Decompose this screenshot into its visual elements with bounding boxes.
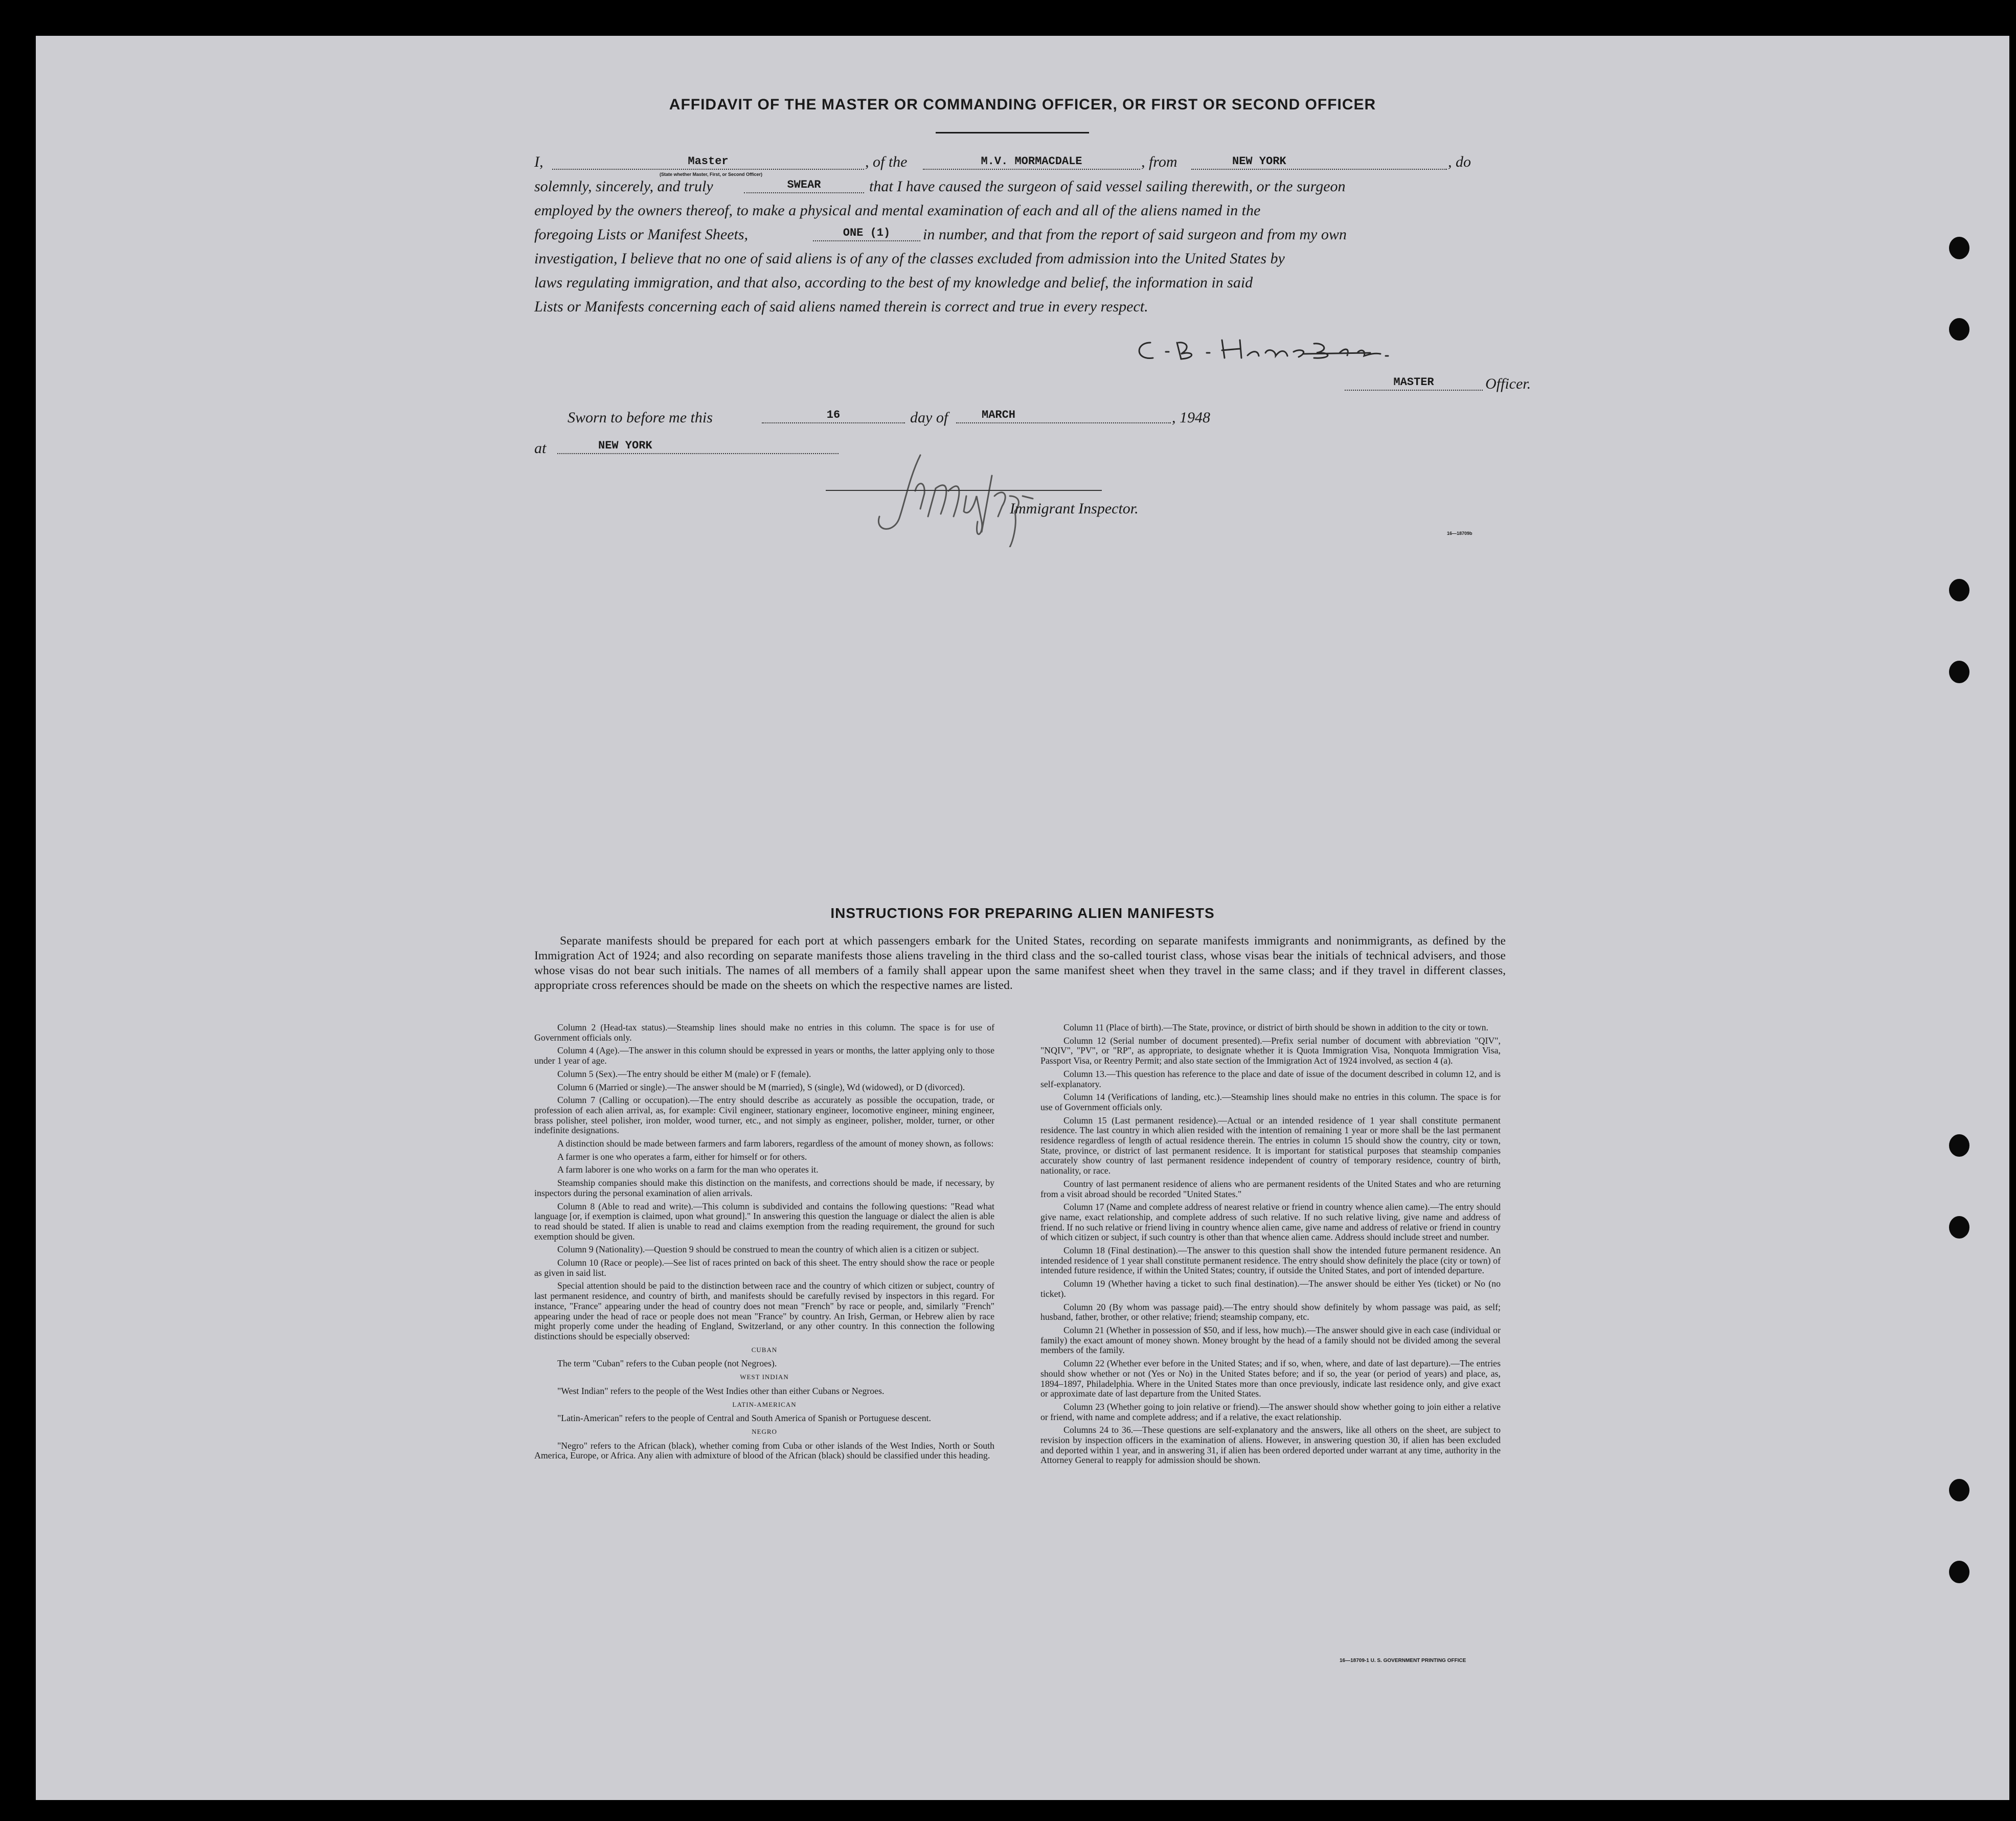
- cuban-heading: CUBAN: [751, 1345, 778, 1354]
- negro-heading: NEGRO: [752, 1427, 777, 1435]
- document-page: [36, 36, 2009, 1800]
- cuban-text: The term "Cuban" refers to the Cuban people (not Negroes).: [557, 1358, 777, 1369]
- affidavit-line-7: Lists or Manifests concerning each of said aliens named therein is correct and true in every respect.: [534, 298, 1148, 315]
- left-para: Column 9 (Nationality).—Question 9 should be construed to mean the country of which alien is a citizen or subject.: [557, 1244, 979, 1255]
- right-para: Column 20 (By whom was passage paid).—The entry should show definitely by whom passage was paid, as self; husband, father, brother, or other relative; friend; steamship company, etc.: [1040, 1301, 1501, 1322]
- left-para: Column 4 (Age).—The answer in this column should be expressed in years or months, the latter applying only to those under 1 year of age.: [534, 1045, 994, 1066]
- from-label: , from: [1141, 153, 1177, 170]
- number-text: in number, and that from the report of said surgeon and from my own: [923, 226, 1347, 243]
- right-para: Column 23 (Whether going to join relative or friend).—The answer should show whether going to join either a relative or friend, with name and complete address; and if a relative, the exact relationship.: [1040, 1401, 1501, 1422]
- left-para: Column 5 (Sex).—The entry should be either M (male) or F (female).: [557, 1068, 811, 1079]
- left-para: Column 10 (Race or people).—See list of races printed on back of this sheet. The entry should show the race or people as given in said list.: [534, 1257, 994, 1278]
- do-label: , do: [1448, 153, 1471, 170]
- right-para: Country of last permanent residence of aliens who are permanent residents of the United States and who are returning from a visit abroad should be recorded "United States.": [1040, 1178, 1501, 1199]
- lists-text: foregoing Lists or Manifest Sheets,: [534, 226, 749, 243]
- master-signature: [1130, 327, 1416, 368]
- sheets-count-field: ONE (1): [813, 226, 920, 241]
- west-indian-heading: WEST INDIAN: [740, 1373, 789, 1381]
- right-para: Columns 24 to 36.—These questions are self-explanatory and the answers, like all others on the sheet, are subject to revision by inspection officers in the examination of aliens. However, in answering question 30, if alien has been excluded and deported within 1 year, and in answering 31, if alien has been ordered deported under warrant at any time, authority in the Attorney General to reapply for admission should be shown.: [1040, 1425, 1501, 1466]
- at-label: at: [534, 440, 547, 457]
- day-field: 16: [762, 408, 905, 423]
- officer-title-field: MASTER: [1345, 375, 1483, 391]
- binder-hole-icon: [1949, 661, 1969, 683]
- instructions-title: INSTRUCTIONS FOR PREPARING ALIEN MANIFESTS: [830, 905, 1215, 921]
- sworn-text: Sworn to before me this: [568, 409, 713, 426]
- left-para: A farmer is one who operates a farm, either for himself or for others.: [557, 1151, 807, 1162]
- left-para: Steamship companies should make this distinction on the manifests, and corrections should be made, if necessary, by inspectors during the personal examination of alien arrivals.: [534, 1178, 994, 1198]
- left-para: Column 7 (Calling or occupation).—The entry should describe as accurately as possible the occupation, trade, or profession of each alien arrival, as, for example: Civil engineer, stationary engineer, locomotive engineer, mining engineer, brass polisher, steel polisher, iron molder, wood turner, etc., and not simply as engineer, polisher, molder, turner, or other indefinite designations.: [534, 1095, 994, 1136]
- negro-text: "Negro" refers to the African (black), whether coming from Cuba or other islands of the West Indies, North or South America, Europe, or Africa. Any alien with admixture of blood of the African (black) should be classified under this heading.: [534, 1440, 994, 1461]
- printing-office-footer: 16—18709-1 U. S. GOVERNMENT PRINTING OFFICE: [1340, 1658, 1466, 1663]
- day-of-label: day of: [910, 409, 948, 426]
- solemnly-text: solemnly, sincerely, and truly: [534, 178, 713, 195]
- form-number: 16—18709b: [1447, 531, 1473, 536]
- right-para: Column 22 (Whether ever before in the United States; and if so, when, where, and date of last departure).—The entries should show whether or not (Yes or No) in the United States before; and if so, the year (or period of years) and place, as, 1894–1897, Philadelphia. Where in the United States more than once previously, indicate last residence only, and give exact or approximate date of last departure from the United States.: [1040, 1358, 1501, 1399]
- affidavit-line-3: employed by the owners thereof, to make a physical and mental examination of each and all of the aliens named in the: [534, 202, 1261, 219]
- instructions-left-column: [534, 1023, 994, 1464]
- right-para: Column 11 (Place of birth).—The State, province, or district of birth should be shown in addition to the city or town.: [1063, 1022, 1488, 1032]
- rank-field: Master: [552, 154, 864, 170]
- latin-american-text: "Latin-American" refers to the people of Central and South America of Spanish or Portuguese descent.: [557, 1413, 931, 1424]
- oath-field: SWEAR: [744, 178, 864, 193]
- surgeon-text: that I have caused the surgeon of said vessel sailing therewith, or the surgeon: [869, 178, 1346, 195]
- of-the-label: , of the: [865, 153, 908, 170]
- right-para: Column 18 (Final destination).—The answer to this question shall show the intended future permanent residence. An intended residence of 1 year shall constitute permanent residence. The entry should show definitely the place (city or town) of intended future residence, if within the United States; country, if outside the United States, and port of intended departure.: [1040, 1245, 1501, 1276]
- left-para: A farm laborer is one who works on a farm for the man who operates it.: [557, 1164, 819, 1175]
- affidavit-line-6: laws regulating immigration, and that also, according to the best of my knowledge and belief, the information in said: [534, 274, 1253, 291]
- rank-note: (State whether Master, First, or Second Officer): [660, 172, 763, 177]
- right-para: Column 13.—This question has reference to the place and date of issue of the document described in column 12, and is self-explanatory.: [1040, 1068, 1501, 1089]
- inspector-signature: [864, 445, 1104, 547]
- i-label: I,: [534, 153, 543, 170]
- binder-hole-icon: [1949, 237, 1969, 259]
- binder-hole-icon: [1949, 318, 1969, 341]
- officer-label: Officer.: [1485, 375, 1531, 392]
- right-para: Column 12 (Serial number of document presented).—Prefix serial number of document with abbreviation "QIV", "NQIV", "PV", or "RP", as appropriate, to designate whether it is Quota Immigration Visa, Nonquota Immigration Visa, Passport Visa, or Reentry Permit; and also state section of the Immigration Act of 1924 involved, as section 4 (a).: [1040, 1035, 1501, 1066]
- vessel-field: M.V. MORMACDALE: [923, 154, 1140, 170]
- binder-hole-icon: [1949, 1216, 1969, 1239]
- right-para: Column 19 (Whether having a ticket to such final destination).—The answer should be either Yes (ticket) or No (no ticket).: [1040, 1278, 1501, 1299]
- left-para: Column 2 (Head-tax status).—Steamship lines should make no entries in this column. The space is for use of Government officials only.: [534, 1022, 994, 1043]
- title-divider: [936, 132, 1089, 133]
- right-para: Column 14 (Verifications of landing, etc.).—Steamship lines should make no entries in this column. The space is for use of Government officials only.: [1040, 1092, 1501, 1112]
- binder-hole-icon: [1949, 1134, 1969, 1157]
- inspector-label: Immigrant Inspector.: [1010, 500, 1139, 517]
- right-para: Column 21 (Whether in possession of $50, and if less, how much).—The answer should give in each case (individual or family) the exact amount of money shown. Money brought by the head of a family should not be divided among the several members of the family.: [1040, 1324, 1501, 1356]
- left-para: Column 6 (Married or single).—The answer should be M (married), S (single), Wd (widowed), or D (divorced).: [557, 1082, 965, 1092]
- place-field: NEW YORK: [557, 439, 839, 454]
- affidavit-title: AFFIDAVIT OF THE MASTER OR COMMANDING OFFICER, OR FIRST OR SECOND OFFICER: [669, 96, 1376, 113]
- instructions-right-column: [1040, 1023, 1501, 1469]
- instructions-intro: Separate manifests should be prepared for each port at which passengers embark for the United States, recording on separate manifests immigrants and nonimmigrants, as defined by the Immigration Act of 1924; and also recording on separate manifests those aliens traveling in the third class and the so-called tourist class, whose visas bear the initials of technical advisers, and those whose visas do not bear such initials. The names of all members of a family shall appear upon the same manifest sheet when they travel in the same class; and if they travel in different classes, appropriate cross references should be made on the sheets on which the respective names are listed.: [534, 934, 1506, 992]
- right-para: Column 15 (Last permanent residence).—Actual or an intended residence of 1 year shall constitute permanent residence. The last country in which alien resided with the intention of remaining 1 year or more shall be the last permanent residence regardless of length of actual residence therein. The entries in column 15 should show the country, city or town, State, province, or district of last permanent residence. It is important for statistical purposes that steamship companies accurately show country of last permanent residence independent of country of temporary residence, country of birth, nationality, or race.: [1040, 1115, 1501, 1176]
- binder-hole-icon: [1949, 1479, 1969, 1501]
- right-para: Column 17 (Name and complete address of nearest relative or friend in country whence alien came).—The entry should give name, exact relationship, and complete address of such relative. If no such relative living, give name and address of friend. If no such relative or friend living in country whence alien came, give name and address of relative or friend in country of which citizen or subject, if such country is other than that whence alien came. Address should include street and number.: [1040, 1202, 1501, 1243]
- month-field: MARCH: [956, 408, 1171, 423]
- affidavit-line-5: investigation, I believe that no one of said aliens is of any of the classes excluded from admission into the United States by: [534, 250, 1285, 267]
- left-para: Column 8 (Able to read and write).—This column is subdivided and contains the following questions: "Read what language [or, if exemption is claimed, upon what ground]." In answering this question the language or dialect the alien is able to read should be stated. If alien is unable to read and claims exemption from the reading requirement, the ground for such exemption should be given.: [534, 1201, 994, 1242]
- left-para: A distinction should be made between farmers and farm laborers, regardless of the amount of money shown, as follows:: [557, 1138, 994, 1149]
- port-field: NEW YORK: [1191, 154, 1447, 170]
- latin-american-heading: LATIN-AMERICAN: [732, 1400, 797, 1408]
- binder-hole-icon: [1949, 1561, 1969, 1583]
- west-indian-text: "West Indian" refers to the people of the West Indies other than either Cubans or Negroes.: [557, 1385, 885, 1396]
- year-label: , 1948: [1172, 409, 1210, 426]
- inspector-signature-line: [826, 490, 1102, 491]
- binder-hole-icon: [1949, 579, 1969, 601]
- left-para: Special attention should be paid to the distinction between race and the country of which citizen or subject, country of last permanent residence, and country of birth, and manifests should be carefully revised by inspectors in this regard. For instance, "France" appearing under the head of country does not mean "French" by race or people, and, similarly "French" appearing under the head of race or people does not mean "France" by country. An Irish, German, or Hebrew alien by race might properly come under the heading of England, Switzerland, or any other country. In this connection the following distinctions should be especially observed:: [534, 1280, 994, 1341]
